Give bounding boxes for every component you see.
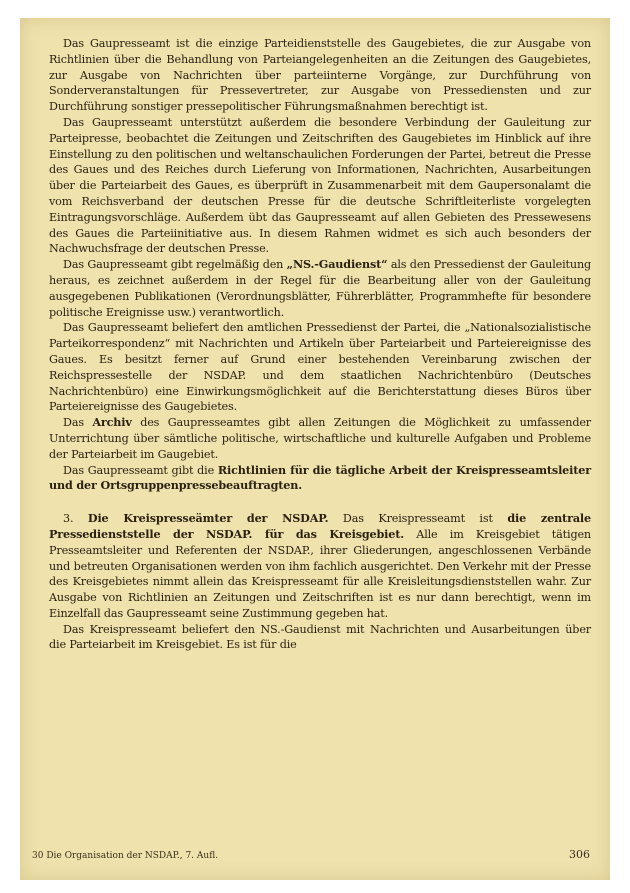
paragraph	[49, 415, 591, 462]
text-run: Das Gaupresseamt unterstützt außerdem die besondere Verbindung der Gauleitung zur Parteipresse, beobachtet die Zeitungen und Zeitschriften des Gaugebietes im Hinblick auf ihre Einstellung zu den politischen und weltanschaulichen Forderungen der Partei, betreut die Presse des Gaues und des Reiches durch Lieferung von Informationen, Nachrichten, Ausarbeitungen über die Parteiarbeit des Gaues, es überprüft in Zusammenarbeit mit dem Gaupersonalamt die vom Reichsverband der deutschen Presse für die deutsche Schriftleiterliste vorgelegten Eintragungsvorschläge. Außerdem übt das Gaupresseamt auf allen Gebieten des Pressewesens des Gaues die Parteiinitiative aus. In diesem Rahmen widmet es sich auch besonders der Nachwuchsfrage der deutschen Presse.	[49, 115, 591, 256]
emphasized-text: Richtlinien für die tägliche Arbeit der Kreispresseamtsleiter und der Ortsgruppenpressebeauftragten.	[49, 462, 591, 493]
text-run: Das Gaupresseamt gibt die	[63, 463, 218, 477]
text-run: des Gaupresseamtes gibt allen Zeitungen die Möglichkeit zu umfassender Unterrichtung über sämtliche politische, wirtschaftliche und kulturelle Aufgaben und Probleme der Parteiarbeit im Gaugebiet.	[49, 416, 591, 461]
text-run: Das Kreispresseamt beliefert den NS.-Gaudienst mit Nachrichten und Ausarbeitungen über die Parteiarbeit im Kreisgebiet. Es ist für die	[49, 622, 591, 652]
text-run: Das Gaupresseamt gibt regelmäßig den	[63, 258, 287, 272]
paragraph	[49, 36, 591, 115]
text-run: Das Gaupresseamt ist die einzige Parteidienststelle des Gaugebietes, die zur Ausgabe von Richtlinien über die Behandlung von Parteiangelegenheiten an die Zeitungen des Gaugebietes, zur Ausgabe von Nachrichten über parteiinterne Vorgänge, zur Durchführung von Sonderveranstaltungen für Pressevertreter, zur Ausgabe von Pressediensten und zur Durchführung sonstiger pressepolitischer Führungsmaßnahmen berechtigt ist.	[49, 37, 591, 114]
body-text	[49, 36, 591, 653]
emphasized-text: Die Kreispresseämter der NSDAP.	[87, 511, 329, 526]
paragraph	[49, 257, 591, 320]
section-paragraph	[49, 511, 591, 622]
page-number: 306	[569, 848, 590, 861]
page-footer	[32, 848, 590, 861]
text-run: 3.	[63, 512, 88, 526]
text-run: als den Pressedienst der Gauleitung heraus, es zeichnet außerdem in der Regel für die Bearbeitung aller von der Gauleitung ausgegebenen Publikationen (Verordnungsblätter, Führerblätter, Programmhefte für besondere politische Ereignisse usw.) verantwortlich.	[49, 258, 592, 319]
text-run: Das Kreispresseamt ist	[328, 512, 508, 526]
emphasized-text: die zentrale Pressedienststelle der NSDAP. für das Kreisgebiet.	[49, 511, 591, 541]
paragraph	[49, 622, 591, 654]
paragraph	[49, 463, 591, 495]
text-run: Alle im Kreisgebiet tätigen Presseamtsleiter und Referenten der NSDAP., ihrer Gliederungen, angeschlossenen Verbände und betreuten Organisationen werden von ihm fachlich ausgerichtet. Den Verkehr mit der Presse des Kreisgebietes nimmt allein das Kreispresseamt für alle Kreisleitungsdienststellen wahr. Zur Ausgabe von Richtlinien an Zeitungen und Zeitschriften ist es nur dann berechtigt, wenn im Einzelfall das Gaupresseamt seine Zustimmung gegeben hat.	[49, 527, 591, 620]
paragraph	[49, 320, 591, 415]
emphasized-text: Archiv	[92, 415, 132, 430]
emphasized-text: „NS.-Gaudienst“	[286, 257, 388, 272]
paragraph	[49, 115, 591, 257]
footer-source-note: 30 Die Organisation der NSDAP., 7. Aufl.	[32, 851, 219, 861]
text-run: Das Gaupresseamt beliefert den amtlichen Pressedienst der Partei, die „Nationalsozialistische Parteikorrespondenz“ mit Nachrichten und Artikeln über Parteiarbeit und Parteiereignisse des Gaues. Es besitzt ferner auf Grund einer bestehenden Vereinbarung zwischen der Reichspressestelle der NSDAP. und dem staatlichen Nachrichtenbüro (Deutsches Nachrichtenbüro) eine Einwirkungsmöglichkeit auf die Berichterstattung dieses Büros über Parteiereignisse des Gaugebietes.	[49, 321, 591, 414]
document-page	[20, 18, 610, 880]
text-run: Das	[63, 416, 93, 430]
